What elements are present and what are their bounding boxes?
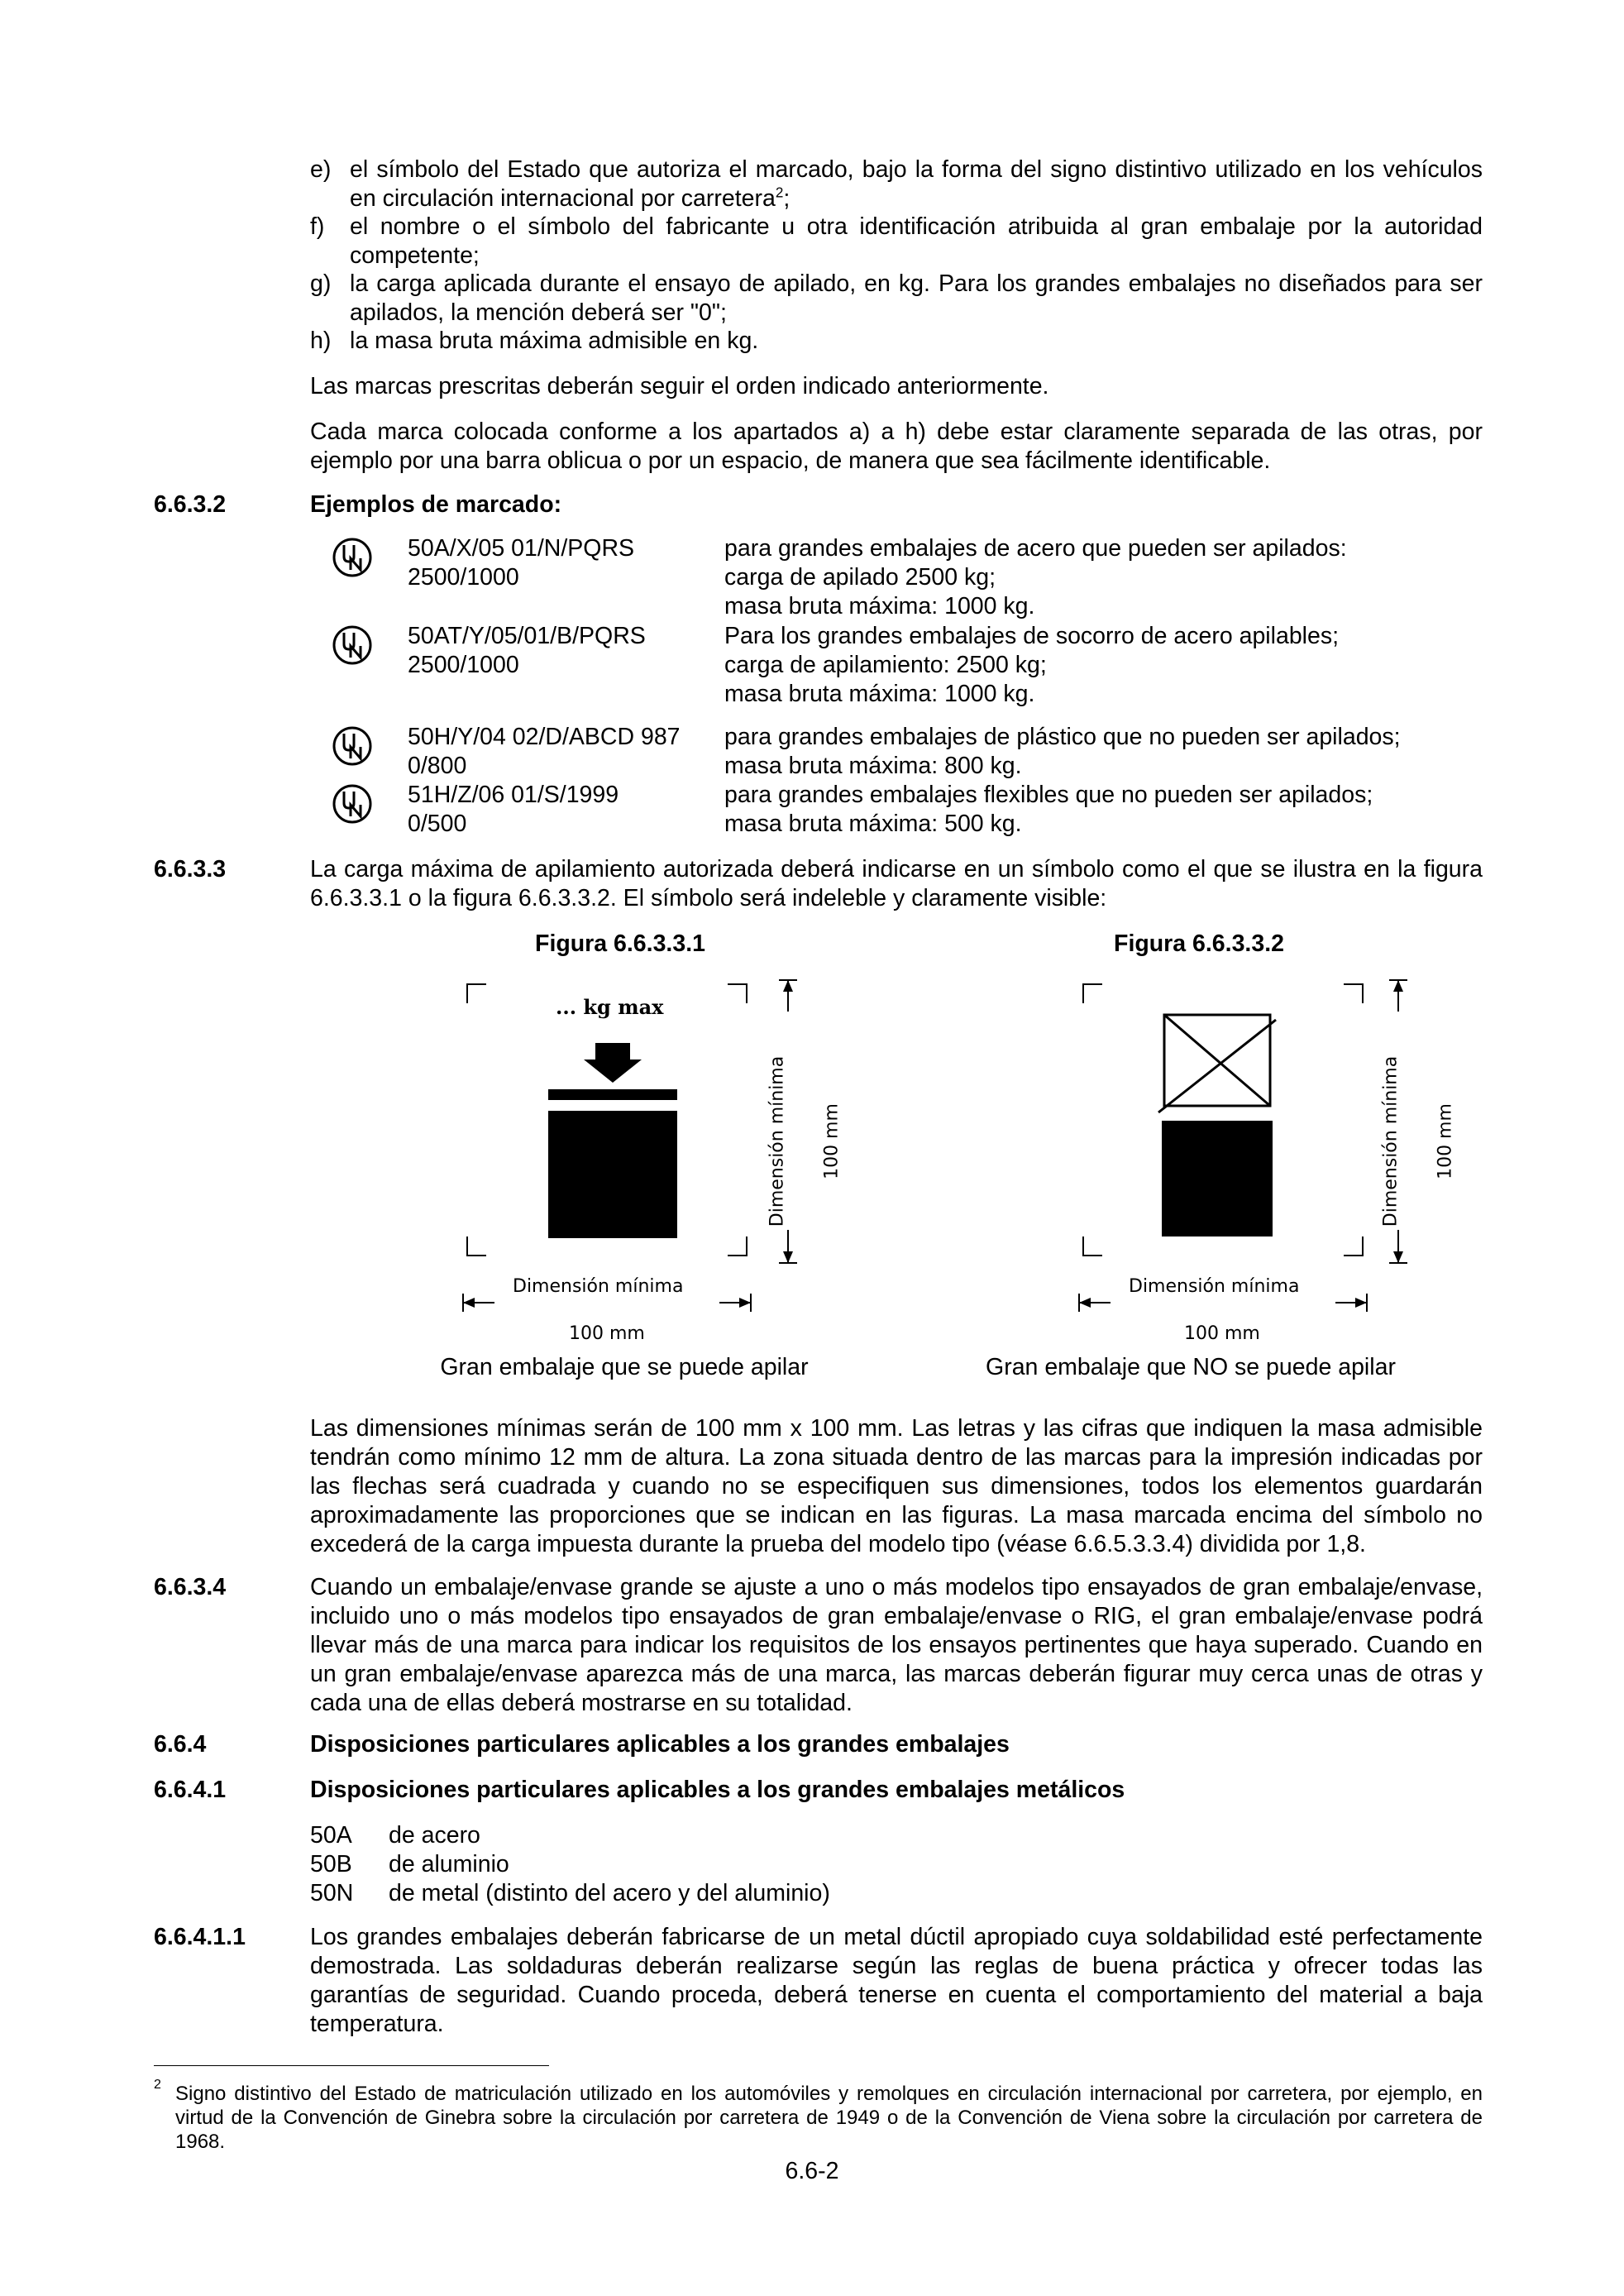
- list-text: la masa bruta máxima admisible en kg.: [350, 328, 759, 354]
- footnote-divider: [154, 2065, 549, 2066]
- section-title: Disposiciones particulares aplicables a los grandes embalajes metálicos: [310, 1777, 1125, 1803]
- un-packaging-symbol-icon: [331, 536, 374, 579]
- dimension-value: 100 mm: [569, 1323, 645, 1344]
- mark-description: para grandes embalajes flexibles que no pueden ser apilados;: [724, 782, 1373, 808]
- mark-description: masa bruta máxima: 500 kg.: [724, 811, 1022, 837]
- footnote-text: Signo distintivo del Estado de matriculación utilizado en los automóviles y remolques en circulación internacional por carretera, por ejemplo, en virtud de la Convención de Ginebra sobre la circulación por carretera de 1949 o de la Convención de Viena sobre la circulación por carretera de 1968.: [175, 2083, 1483, 2153]
- section-number: 6.6.4: [154, 1731, 207, 1758]
- mark-code: 0/800: [408, 753, 467, 779]
- section-number: 6.6.3.4: [154, 1574, 227, 1600]
- dimension-label: Dimensión mínima: [513, 1276, 684, 1297]
- mark-code: 50AT/Y/05/01/B/PQRS: [408, 623, 646, 649]
- paragraph-dimensions: Las dimensiones mínimas serán de 100 mm x 100 mm. Las letras y las cifras que indiquen la masa admisible tendrán como mínimo 12 mm de altura. La zona situada dentro de las marcas para la impresión indicadas por las flechas será cuadrada y cuando no se especifiquen sus dimensiones, todos los elementos guardarán aproximadamente las proporciones que se indican en las figuras. La masa marcada encima del símbolo no excederá de la carga impuesta durante la prueba del modelo tipo (véase 6.6.5.3.3.4) dividida por 1,8.: [310, 1415, 1483, 1557]
- figure-caption: Gran embalaje que se puede apilar: [440, 1354, 809, 1380]
- mark-description: masa bruta máxima: 1000 kg.: [724, 681, 1035, 707]
- list-label: g): [310, 270, 332, 297]
- mark-description: carga de apilamiento: 2500 kg;: [724, 652, 1047, 678]
- footnote-ref[interactable]: 2: [775, 184, 784, 201]
- mark-code: 0/500: [408, 811, 467, 837]
- mark-description: masa bruta máxima: 1000 kg.: [724, 593, 1035, 619]
- un-packaging-symbol-icon: [331, 725, 374, 768]
- code: 50N: [310, 1880, 354, 1906]
- section-number: 6.6.3.3: [154, 856, 227, 883]
- mark-code: 50A/X/05 01/N/PQRS: [408, 535, 635, 562]
- code-description: de acero: [389, 1822, 480, 1849]
- mark-description: carga de apilado 2500 kg;: [724, 564, 996, 591]
- mark-description: para grandes embalajes de acero que pueden ser apilados:: [724, 535, 1347, 562]
- dimension-value: 100 mm: [1435, 1103, 1456, 1179]
- mark-code: 51H/Z/06 01/S/1999: [408, 782, 619, 808]
- mark-code: 50H/Y/04 02/D/ABCD 987: [408, 724, 681, 750]
- dimension-label: Dimensión mínima: [767, 1055, 788, 1227]
- code: 50B: [310, 1851, 352, 1877]
- code: 50A: [310, 1822, 352, 1849]
- section-text: Cuando un embalaje/envase grande se ajuste a uno o más modelos tipo ensayados de gran embalaje/envase, incluido uno o más modelos tipo ensayados de gran embalaje/envase o RIG, el gran embalaje/envase podrá llevar más de una marca para indicar los requisitos de los ensayos pertinentes que haya superado. Cuando en un gran embalaje/envase aparezca más de una marca, las marcas deberán figurar muy cerca unas de otras y cada una de ellas deberá mostrarse en su totalidad.: [310, 1574, 1483, 1716]
- mark-description: Para los grandes embalajes de socorro de acero apilables;: [724, 623, 1340, 649]
- list-label: e): [310, 156, 332, 183]
- paragraph-separation: Cada marca colocada conforme a los apartados a) a h) debe estar claramente separada de las otras, por ejemplo por una barra oblicua o por un espacio, de manera que sea fácilmente identificable.: [310, 419, 1483, 474]
- list-label: h): [310, 328, 332, 354]
- page-number: 6.6-2: [785, 2158, 839, 2184]
- section-text: Los grandes embalajes deberán fabricarse de un metal dúctil apropiado cuya soldabilidad esté perfectamente demostrada. Las soldaduras deberán realizarse según las reglas de buena práctica y ofrecer todas las garantías de seguridad. Cuando proceda, deberá tenerse en cuenta el comportamiento del material a baja temperatura.: [310, 1924, 1483, 2037]
- figure-caption: Gran embalaje que NO se puede apilar: [986, 1354, 1396, 1380]
- kg-max-label: ... kg max: [556, 995, 664, 1019]
- list-label: f): [310, 213, 325, 240]
- list-text: el símbolo del Estado que autoriza el marcado, bajo la forma del signo distintivo utilizado en los vehículos en circulación internacional por carretera$^2$;: [350, 156, 1483, 212]
- mark-description: masa bruta máxima: 800 kg.: [724, 753, 1022, 779]
- list-text: la carga aplicada durante el ensayo de apilado, en kg. Para los grandes embalajes no diseñados para ser apilados, la mención deberá ser "0";: [350, 270, 1483, 326]
- section-text: La carga máxima de apilamiento autorizada deberá indicarse en un símbolo como el que se ilustra en la figura 6.6.3.3.1 o la figura 6.6.3.3.2. El símbolo será indeleble y claramente visible:: [310, 856, 1483, 911]
- figure-title: Figura 6.6.3.3.1: [535, 930, 705, 957]
- un-packaging-symbol-icon: [331, 624, 374, 667]
- dimension-value: 100 mm: [1184, 1323, 1260, 1344]
- mark-code: 2500/1000: [408, 564, 519, 591]
- section-number: 6.6.4.1: [154, 1777, 227, 1803]
- dimension-label: Dimensión mínima: [1380, 1055, 1402, 1227]
- un-packaging-symbol-icon: [331, 782, 374, 825]
- section-number: 6.6.3.2: [154, 491, 227, 518]
- figure-title: Figura 6.6.3.3.2: [1114, 930, 1284, 957]
- list-text: el nombre o el símbolo del fabricante u otra identificación atribuida al gran embalaje por la autoridad competente;: [350, 213, 1483, 269]
- paragraph-order: Las marcas prescritas deberán seguir el orden indicado anteriormente.: [310, 373, 1049, 399]
- dimension-label: Dimensión mínima: [1129, 1276, 1300, 1297]
- section-number: 6.6.4.1.1: [154, 1924, 246, 1950]
- section-title: Disposiciones particulares aplicables a los grandes embalajes: [310, 1731, 1010, 1758]
- code-description: de metal (distinto del acero y del aluminio): [389, 1880, 830, 1906]
- mark-description: para grandes embalajes de plástico que no pueden ser apilados;: [724, 724, 1401, 750]
- mark-code: 2500/1000: [408, 652, 519, 678]
- section-title: Ejemplos de marcado:: [310, 491, 562, 518]
- footnote-number: 2: [154, 2078, 161, 2092]
- code-description: de aluminio: [389, 1851, 509, 1877]
- dimension-value: 100 mm: [821, 1103, 843, 1179]
